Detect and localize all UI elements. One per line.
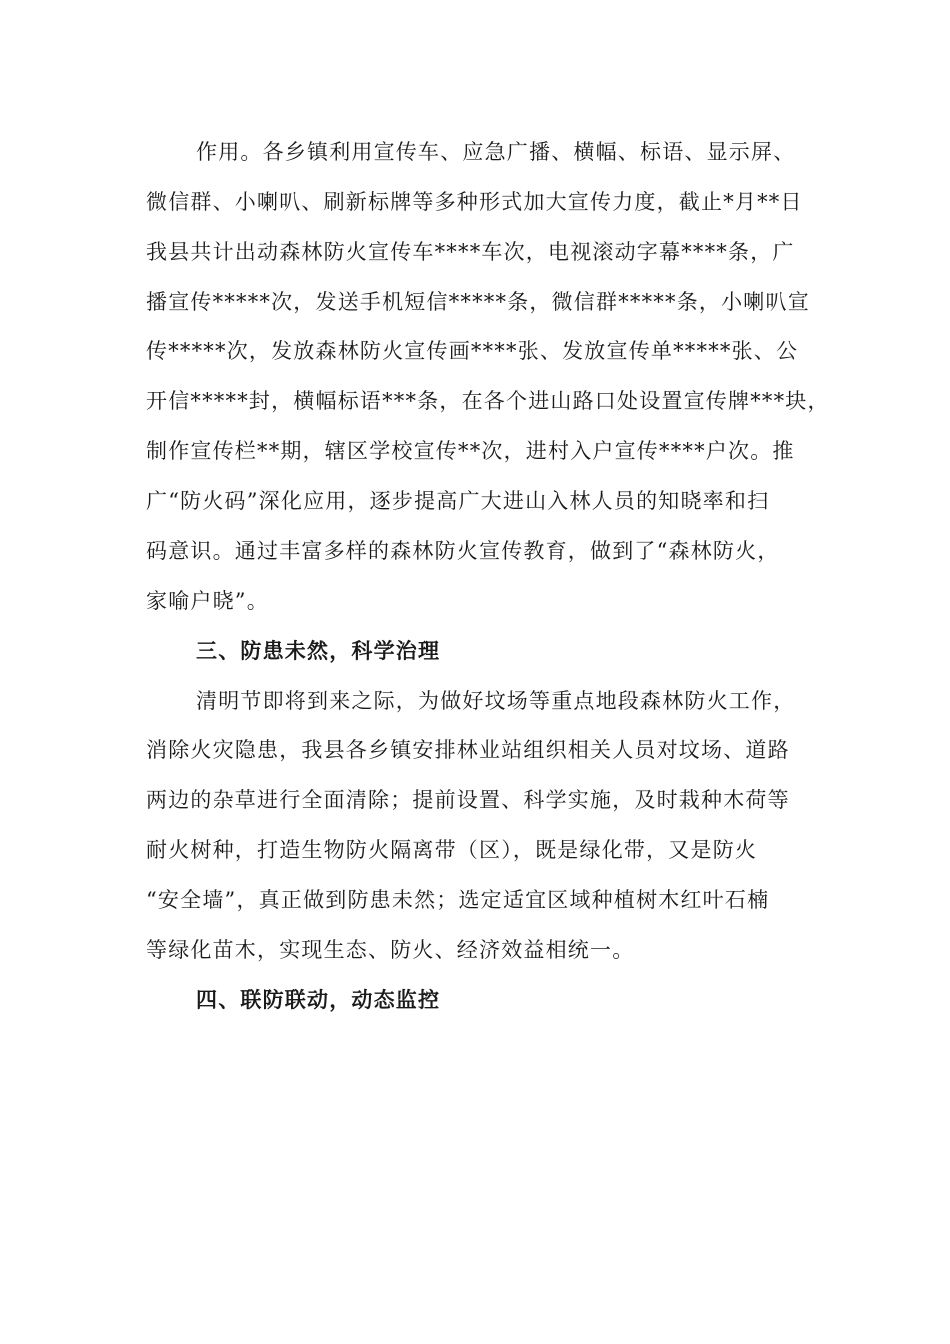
paragraph-line: 等绿化苗木，实现生态、防火、经济效益相统一。 (146, 938, 635, 962)
paragraph-line: 我县共计出动森林防火宣传车****车次，电视滚动字幕****条，广 (146, 240, 795, 264)
paragraph-line: 播宣传*****次，发送手机短信*****条，微信群*****条，小喇叭宣 (146, 290, 810, 314)
paragraph-line: 两边的杂草进行全面清除；提前设置、科学实施，及时栽种木荷等 (146, 788, 790, 812)
paragraph-line: 开信*****封，横幅标语***条，在各个进山路口处设置宣传牌***块， (146, 389, 830, 413)
paragraph-line: “安全墙”，真正做到防患未然；选定适宜区域种植树木红叶石楠 (146, 888, 770, 912)
section-heading: 三、防患未然，科学治理 (196, 638, 441, 663)
paragraph-line: 作用。各乡镇利用宣传车、应急广播、横幅、标语、显示屏、 (196, 140, 796, 164)
paragraph-line: 清明节即将到来之际，为做好坟场等重点地段森林防火工作， (196, 689, 796, 713)
section-heading: 四、联防联动，动态监控 (196, 987, 441, 1012)
paragraph-line: 制作宣传栏**期，辖区学校宣传**次，进村入户宣传****户次。推 (146, 439, 795, 463)
paragraph-line: 家喻户晓”。 (146, 589, 269, 613)
paragraph-line: 广“防火码”深化应用，逐步提高广大进山入林人员的知晓率和扫 (146, 489, 770, 513)
paragraph-line: 传*****次，发放森林防火宣传画****张、发放宣传单*****张、公 (146, 339, 799, 363)
paragraph-line: 耐火树种，打造生物防火隔离带（区），既是绿化带，又是防火 (146, 838, 758, 862)
paragraph-line: 码意识。通过丰富多样的森林防火宣传教育，做到了“森林防火， (146, 539, 780, 563)
paragraph-line: 微信群、小喇叭、刷新标牌等多种形式加大宣传力度，截止*月**日 (146, 190, 803, 214)
paragraph-line: 消除火灾隐患，我县各乡镇安排林业站组织相关人员对坟场、道路 (146, 738, 790, 762)
